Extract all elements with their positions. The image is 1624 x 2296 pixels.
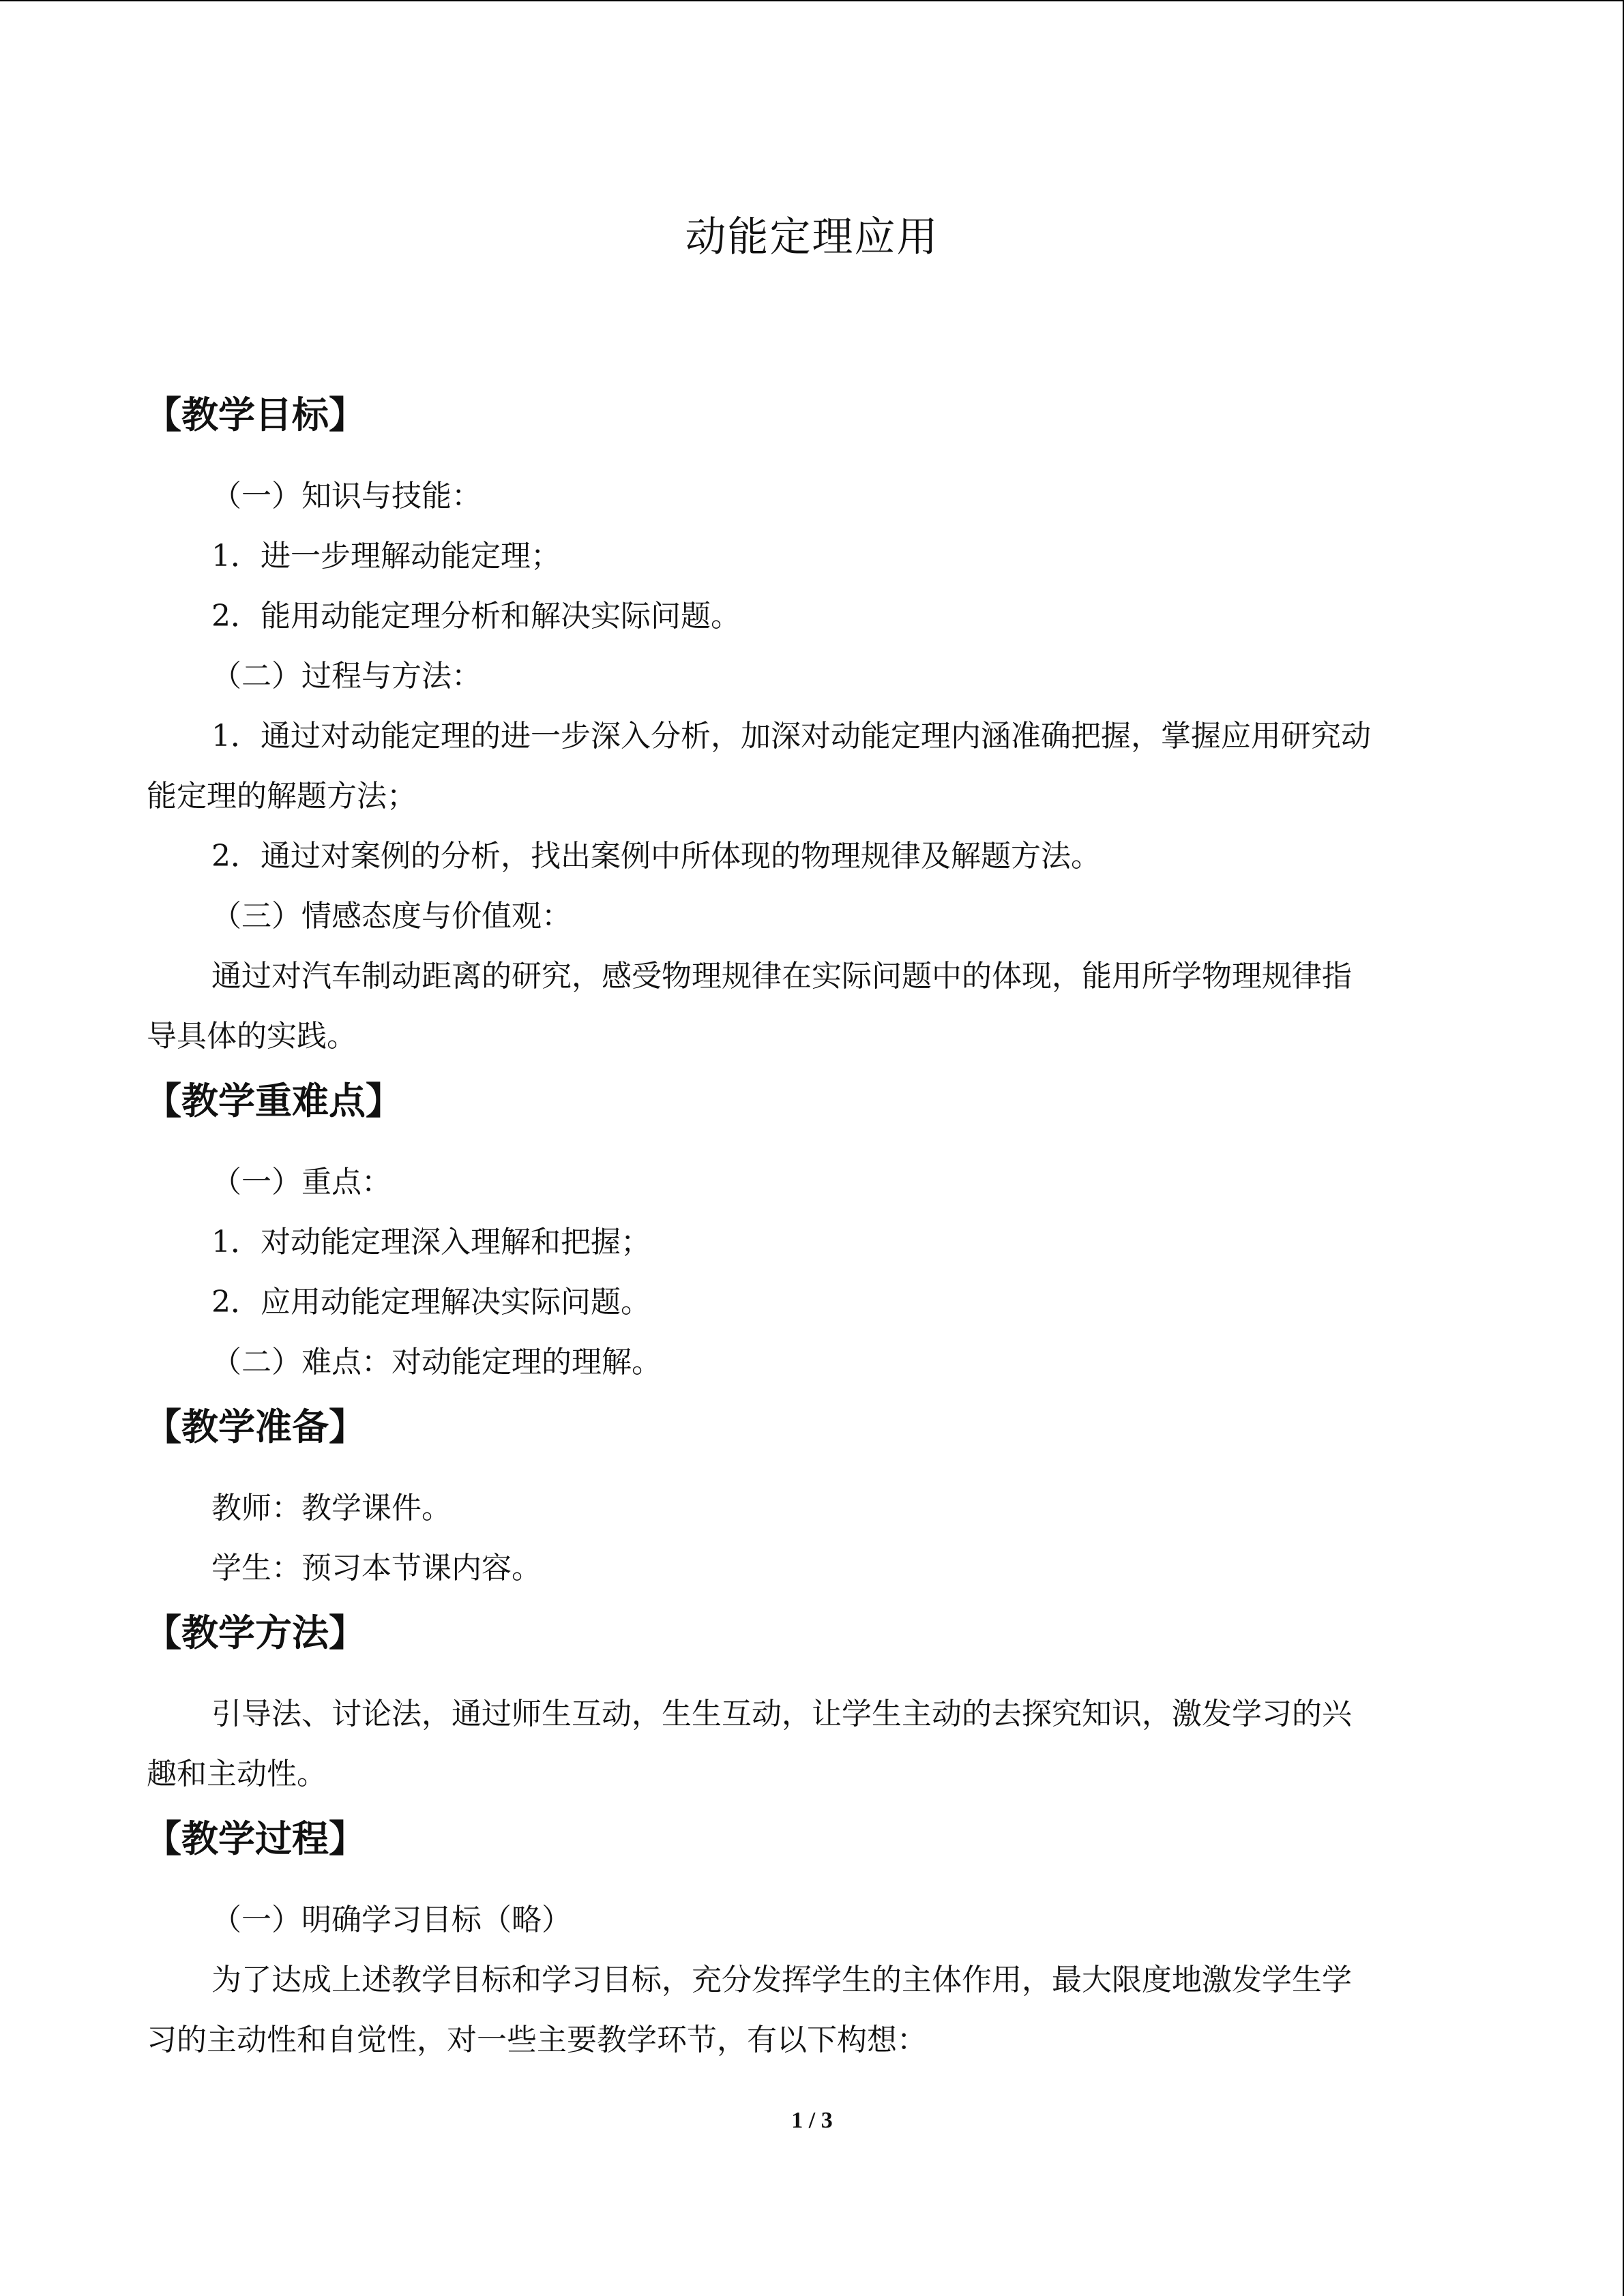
knowledge-item-1: 1．进一步理解动能定理； [211,539,561,573]
preparation-teacher: 教师：教学课件。 [211,1491,452,1525]
knowledge-item-2: 2．能用动能定理分析和解决实际问题。 [211,599,741,633]
process-text-line-2: 习的主动性和自觉性，对一些主要教学环节，有以下构想： [147,2023,927,2057]
section-heading-key-points: 【教学重难点】 [145,1079,402,1122]
difficulty-text: （二）难点：对动能定理的理解。 [211,1345,662,1380]
process-item-1-line-1: 1．通过对动能定理的进一步深入分析，加深对动能定理内涵准确把握，掌握应用研究动 [211,719,1371,754]
section-heading-objectives: 【教学目标】 [145,393,366,436]
section-heading-preparation: 【教学准备】 [145,1405,366,1448]
process-item-1-line-2: 能定理的解题方法； [147,779,417,814]
emotion-text-line-2: 导具体的实践。 [147,1019,357,1054]
preparation-student: 学生：预习本节课内容。 [211,1551,542,1585]
emotion-label: （三）情感态度与价值观： [211,899,572,934]
process-item-2: 2．通过对案例的分析，找出案例中所体现的物理规律及解题方法。 [211,839,1101,874]
process-text-line-1: 为了达成上述教学目标和学习目标，充分发挥学生的主体作用，最大限度地激发学生学 [211,1963,1352,1997]
methods-text-line-1: 引导法、讨论法，通过师生互动，生生互动，让学生主动的去探究知识，激发学习的兴 [211,1697,1352,1731]
page-title: 动能定理应用 [685,213,939,261]
emotion-text-line-1: 通过对汽车制动距离的研究，感受物理规律在实际问题中的体现，能用所学物理规律指 [211,959,1352,994]
page-number: 1 / 3 [791,2108,833,2133]
section-heading-methods: 【教学方法】 [145,1611,366,1654]
process-label: （二）过程与方法： [211,659,482,694]
process-step-1: （一）明确学习目标（略） [211,1903,572,1937]
key-item-1: 1．对动能定理深入理解和把握； [211,1225,651,1259]
methods-text-line-2: 趣和主动性。 [147,1757,327,1791]
key-label: （一）重点： [211,1165,392,1199]
knowledge-label: （一）知识与技能： [211,479,482,513]
section-heading-process: 【教学过程】 [145,1817,366,1860]
key-item-2: 2．应用动能定理解决实际问题。 [211,1285,651,1320]
